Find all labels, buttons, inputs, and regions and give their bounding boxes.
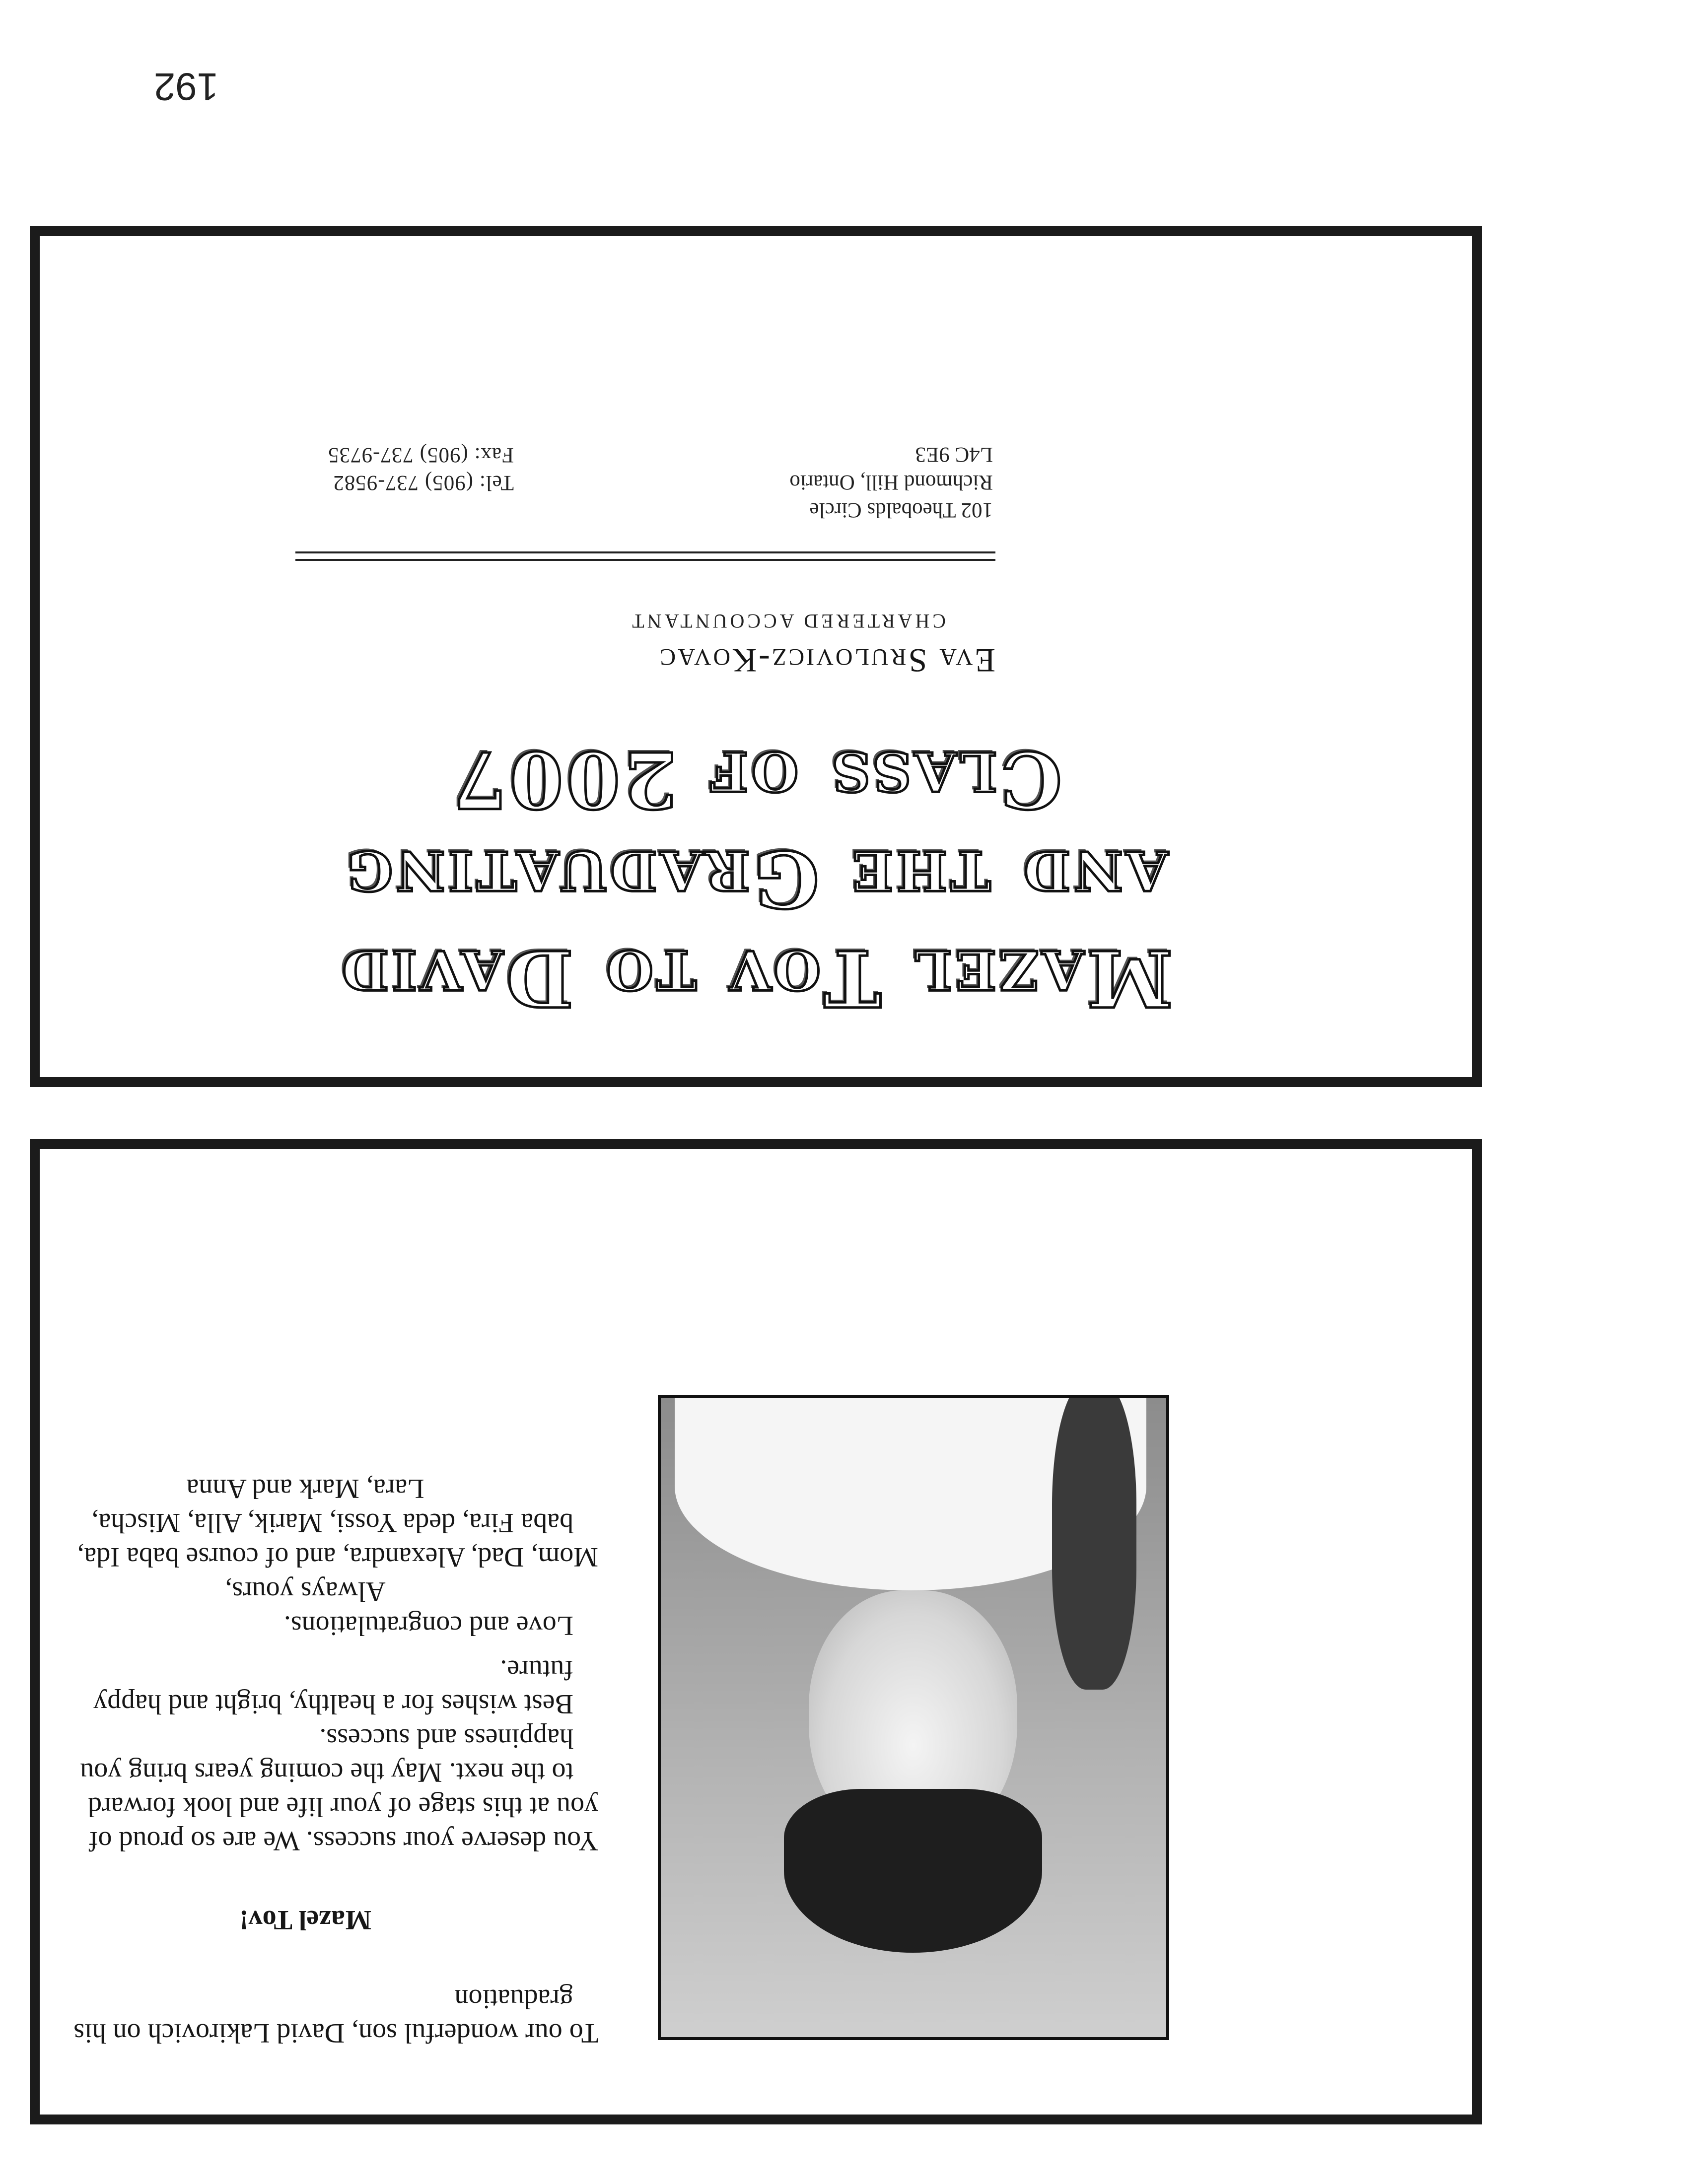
accountant-name: Eva Srulovicz-Kovac [658,642,995,680]
intro-line: graduation [454,1983,573,2014]
divider-line [295,559,995,561]
divider-line [295,551,995,553]
body-line: Best wishes for a healthy, bright and happy [93,1689,573,1719]
page-number: 192 [153,65,218,109]
signature-line: baba Fira, deda Yossi, Marik, Alla, Mischa, [91,1507,573,1538]
body-line: you at this stage of your life and look forward [88,1791,598,1822]
contact-numbers [328,441,514,496]
mailing-address [789,440,993,524]
signature-line: Mom, Dad, Alexandra, and of course baba Ida, [77,1542,598,1572]
mazel-tov-heading: Mazel Tov! [239,1905,371,1935]
body-line: to the next. May the coming years bring you [80,1757,573,1788]
signoff-line: Always yours, [225,1576,386,1607]
body-line: You deserve your success. We are so proud of [88,1826,598,1856]
headline-line-1: Mazel Tov to David [339,933,1173,1024]
headline-line-2: and the Graduating [344,833,1168,924]
phone-number: Tel: (905) 737-9582 [333,471,514,494]
message-text [12,1471,598,2050]
photo-hair [784,1789,1042,1953]
closing-line: Love and congratulations. [283,1610,573,1641]
address-line: 102 Theobalds Circle [809,498,993,522]
accountant-title: CHARTERED ACCOUNTANT [629,610,946,632]
graduate-photo [658,1395,1169,2040]
photo-violin [1052,1395,1136,1690]
address-line: L4C 9E3 [915,443,993,466]
family-message-ad [30,1139,1482,2124]
body-line: happiness and success. [319,1723,573,1754]
ad-headline [40,730,1472,1027]
intro-line: To our wonderful son, David Lakirovich on his [73,2018,598,2048]
fax-number: Fax: (905) 737-9735 [328,443,514,467]
business-ad [30,226,1482,1087]
signature-line: Lara, Mark and Anna [186,1473,424,1504]
body-line: future. [500,1654,573,1685]
address-line: Richmond Hill, Ontario [789,471,993,494]
headline-line-3: Class of 2007 [449,734,1062,825]
